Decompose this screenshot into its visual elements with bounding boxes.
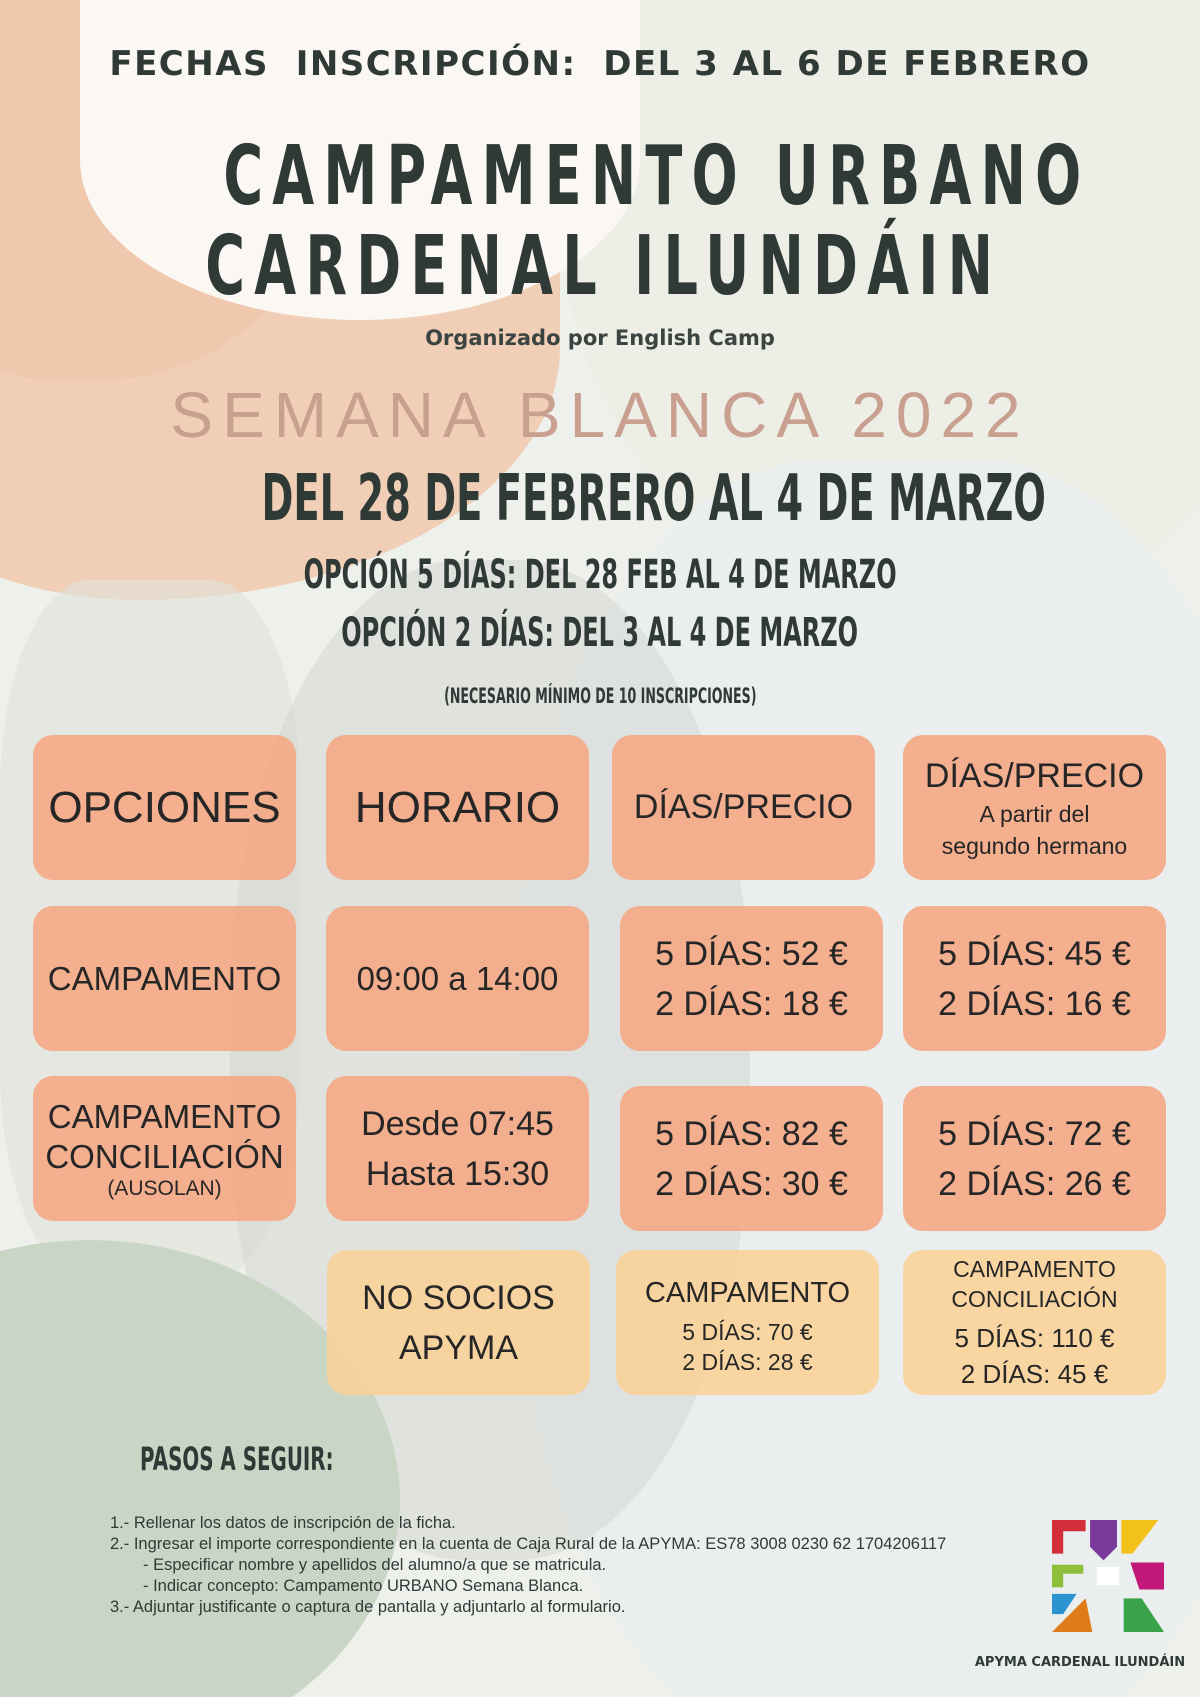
row2-schedule: Desde 07:45 Hasta 15:30: [326, 1076, 589, 1221]
step-2: 2.- Ingresar el importe correspondiente en la cuenta de Caja Rural de la APYMA: ES78 3008 0230 62 1704206117: [110, 1535, 947, 1553]
apyma-logo-icon: [1052, 1520, 1164, 1632]
header-options: OPCIONES: [33, 735, 296, 880]
row1-option: CAMPAMENTO: [33, 906, 296, 1051]
row2-option: CAMPAMENTO CONCILIACIÓN (AUSOLAN): [33, 1076, 296, 1221]
row2-price: 5 DÍAS: 82 € 2 DÍAS: 30 €: [620, 1086, 883, 1231]
header-price: DÍAS/PRECIO: [612, 735, 875, 880]
non-members-camp: CAMPAMENTO 5 DÍAS: 70 € 2 DÍAS: 28 €: [616, 1250, 879, 1395]
title-line-2: CARDENAL ILUNDÁIN: [205, 219, 1003, 314]
step-3: 3.- Adjuntar justificante o captura de pantalla y adjuntarlo al formulario.: [110, 1598, 626, 1616]
step-2-detail-2: - Indicar concepto: Campamento URBANO Semana Blanca.: [143, 1577, 584, 1595]
row1-price: 5 DÍAS: 52 € 2 DÍAS: 18 €: [620, 906, 883, 1051]
steps-title: PASOS A SEGUIR:: [140, 1440, 334, 1478]
season-title: SEMANA BLANCA 2022: [170, 379, 1030, 451]
step-2-detail-1: - Especificar nombre y apellidos del alumno/a que se matricula.: [143, 1556, 607, 1574]
row2-sibling-price: 5 DÍAS: 72 € 2 DÍAS: 26 €: [903, 1086, 1166, 1231]
row1-sibling-price: 5 DÍAS: 45 € 2 DÍAS: 16 €: [903, 906, 1166, 1051]
header-schedule: HORARIO: [326, 735, 589, 880]
option-5-days: OPCIÓN 5 DÍAS: DEL 28 FEB AL 4 DE MARZO: [303, 552, 897, 598]
header-sibling-price: DÍAS/PRECIO A partir del segundo hermano: [903, 735, 1166, 880]
option-2-days: OPCIÓN 2 DÍAS: DEL 3 AL 4 DE MARZO: [341, 610, 859, 656]
logo-text: APYMA CARDENAL ILUNDÁIN: [974, 1655, 1186, 1670]
organizer: Organizado por English Camp: [425, 326, 775, 350]
row1-schedule: 09:00 a 14:00: [326, 906, 589, 1051]
non-members-label: NO SOCIOS APYMA: [327, 1250, 590, 1395]
step-1: 1.- Rellenar los datos de inscripción de la ficha.: [110, 1514, 456, 1532]
title-line-1: CAMPAMENTO URBANO: [223, 129, 1091, 224]
camp-dates: DEL 28 DE FEBRERO AL 4 DE MARZO: [261, 462, 1046, 536]
minimum-note: (NECESARIO MÍNIMO DE 10 INSCRIPCIONES): [443, 684, 757, 708]
registration-dates: FECHAS INSCRIPCIÓN: DEL 3 AL 6 DE FEBRERO: [109, 44, 1091, 84]
non-members-conciliation: CAMPAMENTO CONCILIACIÓN 5 DÍAS: 110 € 2 DÍAS: 45 €: [903, 1250, 1166, 1395]
